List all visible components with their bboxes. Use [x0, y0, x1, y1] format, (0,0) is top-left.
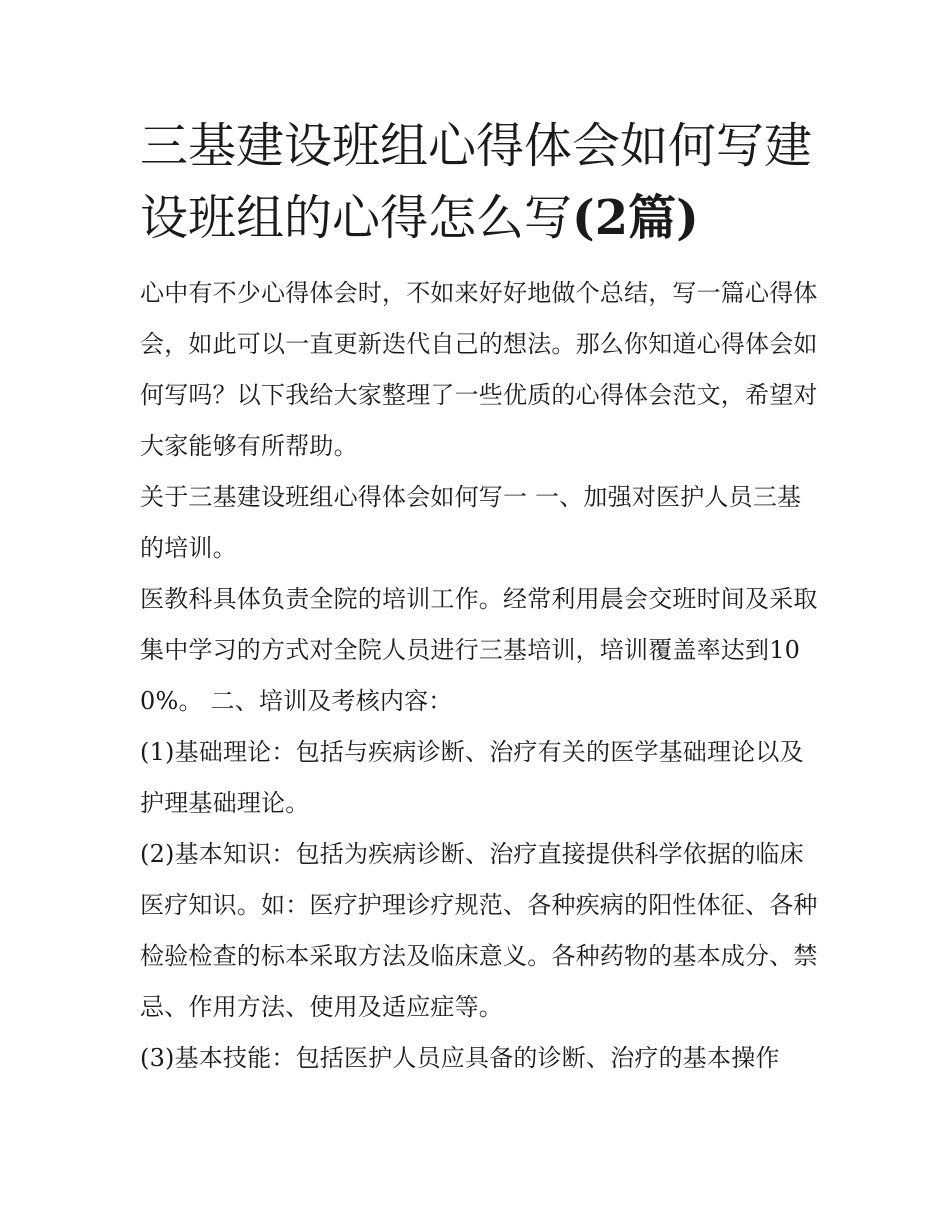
paragraph-intro: 心中有不少心得体会时，不如来好好地做个总结，写一篇心得体会，如此可以一直更新迭代自己的想法。那么你知道心得体会如何写吗？以下我给大家整理了一些优质的心得体会范文，希望对大家能够有所帮助。: [140, 279, 818, 460]
paragraph-basic-knowledge: (2)基本知识：包括为疾病诊断、治疗直接提供科学依据的临床医疗知识。如：医疗护理诊疗规范、各种疾病的阳性体征、各种检验检查的标本采取方法及临床意义。各种药物的基本成分、禁忌、作用方法、使用及适应症等。: [140, 840, 818, 1021]
document-title: [140, 110, 820, 254]
paragraph-section-one: 关于三基建设班组心得体会如何写一 一、加强对医护人员三基的培训。: [140, 483, 802, 562]
title-suffix: (2篇): [572, 190, 699, 246]
title-main: 三基建设班组心得体会如何写建设班组的心得怎么写: [140, 118, 813, 246]
document-page: [140, 110, 820, 1084]
paragraph-training: 医教科具体负责全院的培训工作。经常利用晨会交班时间及采取集中学习的方式对全院人员进行三基培训，培训覆盖率达到100%。 二、培训及考核内容：: [140, 585, 818, 715]
paragraph-basic-theory: (1)基础理论：包括与疾病诊断、治疗有关的医学基础理论以及护理基础理论。: [140, 738, 804, 817]
paragraph-basic-skills: (3)基本技能：包括医护人员应具备的诊断、治疗的基本操作: [140, 1044, 780, 1072]
